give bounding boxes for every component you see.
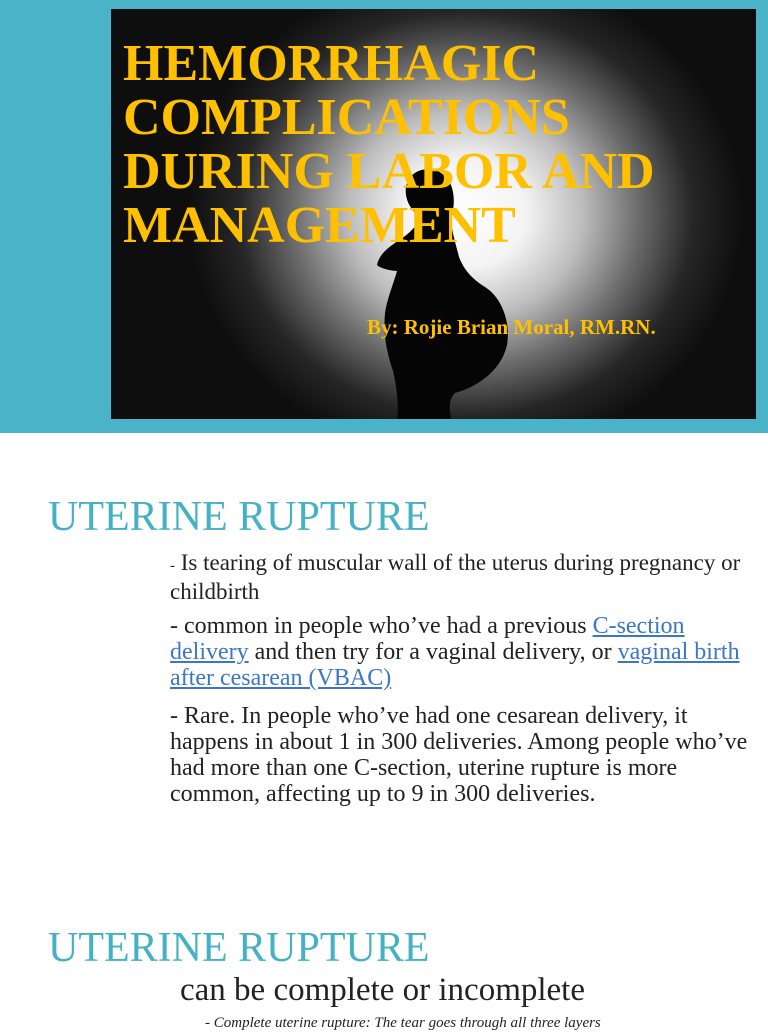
section-heading-2: UTERINE RUPTURE (48, 925, 430, 971)
risk-paragraph (170, 613, 750, 691)
section-heading: UTERINE RUPTURE (48, 494, 430, 540)
risk-text-middle: and then try for a vaginal delivery, or (248, 639, 618, 665)
vbac-link[interactable]: vaginal birth after cesarean (VBAC) (170, 639, 740, 691)
frequency-paragraph: - Rare. In people who’ve had one cesarean delivery, it happens in about 1 in 300 deliveries. Among people who’ve had more than one C-section, uterine rupture is more common, affecting up to 9 in 300 deliveries. (170, 703, 748, 807)
title-slide (0, 0, 768, 433)
definition-text: Is tearing of muscular wall of the uterus during pregnancy or childbirth (170, 550, 741, 604)
hero-image (111, 9, 756, 419)
author-credit: By: Rojie Brian Moral, RM.RN. (367, 315, 656, 339)
definition-paragraph (170, 550, 750, 605)
subheading: can be complete or incomplete (180, 972, 585, 1008)
bullet-dash: - (170, 558, 175, 574)
presentation-title: HEMORRHAGIC COMPLICATIONS DURING LABOR AND MANAGEMENT (123, 35, 655, 254)
cutoff-text: - Complete uterine rupture: The tear goes through all three layers (205, 1015, 601, 1031)
c-section-delivery-link[interactable]: C-section delivery (170, 613, 685, 665)
risk-text-start: - common in people who’ve had a previous (170, 613, 593, 639)
